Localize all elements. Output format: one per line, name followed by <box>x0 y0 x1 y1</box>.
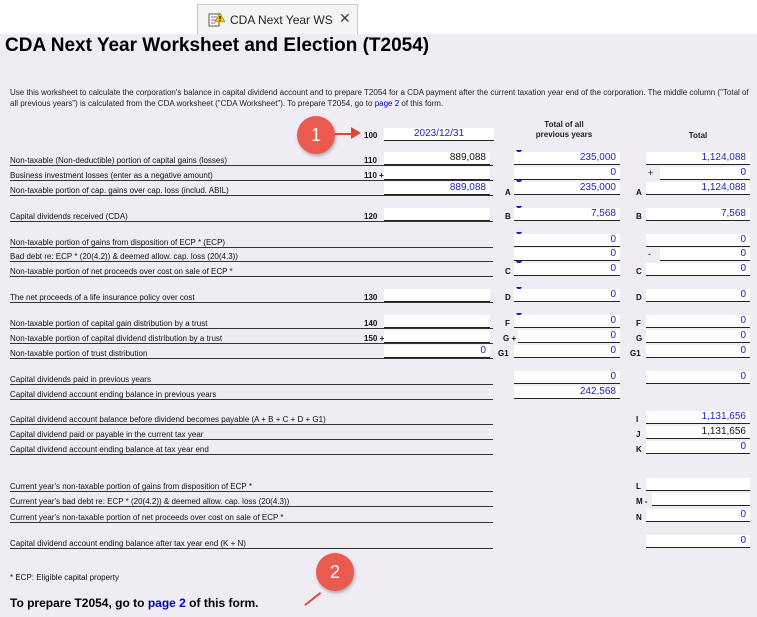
row-ecp-proceeds-prev-field[interactable]: 0 <box>514 263 620 276</box>
row-j-total-field[interactable]: 1,131,656 <box>646 426 750 439</box>
row-f-mid-letter: F <box>505 319 510 328</box>
row-g1-current-field[interactable]: 0 <box>384 345 490 358</box>
row-g-mid-letter: G + <box>503 334 517 343</box>
row-ecp-gains-prev-field[interactable]: 0 <box>514 234 620 247</box>
callout-arrowhead-icon <box>351 127 361 139</box>
row-a-mid-letter: A <box>505 188 511 197</box>
row-140-label: Non-taxable portion of capital gain distribution by a trust <box>10 319 208 328</box>
close-icon[interactable]: ✕ <box>339 10 351 26</box>
row-k-label: Capital dividend account ending balance at tax year end <box>10 445 209 454</box>
row-n-letter: N <box>636 513 642 522</box>
tab-label: CDA Next Year WS <box>230 13 333 27</box>
row-g1-underline <box>10 358 493 359</box>
row-150-code: 150 + <box>364 334 385 343</box>
row-j-label: Capital dividend paid or payable in the current tax year <box>10 430 204 439</box>
form-title: CDA Next Year Worksheet and Election (T2054) <box>5 35 430 56</box>
row-j-underline <box>10 439 493 440</box>
row-abil-current-field[interactable] <box>384 167 490 180</box>
row-110-underline <box>10 165 493 166</box>
row-110-code: 110 <box>364 156 377 165</box>
row-abil-underline <box>10 180 493 181</box>
row-ecp-gains-total-field[interactable]: 0 <box>646 234 750 247</box>
row-c-letter: C <box>636 267 642 276</box>
row-130-prev-field[interactable]: 0 <box>514 289 620 302</box>
row-i-letter: I <box>636 415 639 424</box>
row-110-label: Non-taxable (Non-deductible) portion of capital gains (losses) <box>10 156 227 165</box>
row-130-underline <box>10 302 493 303</box>
row-k-letter: K <box>636 445 642 454</box>
prepare-page2-link[interactable]: page 2 <box>147 596 186 610</box>
row-paid-prev-underline <box>10 384 493 385</box>
row-120-code: 120 <box>364 212 378 221</box>
row-110-total-field[interactable]: 1,124,088 <box>646 152 750 165</box>
row-150-underline <box>10 343 493 344</box>
row-g1-prev-field[interactable]: 0 <box>514 345 620 358</box>
row-m-letter: M - <box>636 497 648 506</box>
row-k-total-field[interactable]: 0 <box>646 441 750 454</box>
row-110-current-field[interactable]: 889,088 <box>384 152 490 165</box>
row-paid-prev-label: Capital dividends paid in previous years <box>10 375 151 384</box>
row-g-letter: G <box>636 334 643 343</box>
row-120-label: Capital dividends received (CDA) <box>10 212 128 221</box>
row-ecp-bad-debt-total-sign: - <box>648 249 651 259</box>
col-header-total: Total <box>688 131 708 140</box>
row-m-total-field[interactable] <box>652 493 750 506</box>
intro-text <box>10 87 750 109</box>
row-140-current-field[interactable] <box>384 315 490 328</box>
prepare-t2054-instruction <box>10 596 259 610</box>
row-130-current-field[interactable] <box>384 289 490 302</box>
prepare-part2: of this form. <box>185 596 259 610</box>
callout-badge-2: 2 <box>316 553 354 591</box>
row-l-total-field[interactable] <box>646 478 750 491</box>
row-a-total-field[interactable]: 1,124,088 <box>646 182 750 195</box>
row-l-label: Current year's non-taxable portion of gains from disposition of ECP * <box>10 482 252 491</box>
row-l-letter: L <box>636 482 641 491</box>
row-130-code: 130 <box>364 293 378 302</box>
row-150-total-field[interactable]: 0 <box>646 330 750 343</box>
row-ecp-proceeds-label: Non-taxable portion of net proceeds over cost on sale of ECP * <box>10 267 233 276</box>
row-d-mid-letter: D <box>505 293 511 302</box>
row-120-current-field[interactable] <box>384 208 490 221</box>
row-end-prev-underline <box>10 399 493 400</box>
row-n-label: Current year's non-taxable portion of net proceeds over cost on sale of ECP * <box>10 513 284 522</box>
row-g1-mid-letter: G1 <box>498 349 509 358</box>
row-c-mid-letter: C <box>505 267 511 276</box>
row-i-total-field[interactable]: 1,131,656 <box>646 411 750 424</box>
intro-page2-link[interactable]: page 2 <box>374 99 400 108</box>
row-after-underline <box>10 548 493 549</box>
row-120-total-field[interactable]: 7,568 <box>646 208 750 221</box>
row-ecp-gains-label: Non-taxable portion of gains from disposition of ECP * (ECP) <box>10 238 226 247</box>
row-ecp-bad-debt-prev-field[interactable]: 0 <box>514 248 620 261</box>
row-a-underline <box>10 195 493 196</box>
row-abil-total-sign: + <box>648 168 654 178</box>
row-after-total-field[interactable]: 0 <box>646 535 750 548</box>
row-g1-total-field[interactable]: 0 <box>646 345 750 358</box>
row-n-total-field[interactable]: 0 <box>646 509 750 522</box>
row-140-prev-field[interactable]: 0 <box>514 315 620 328</box>
row-150-prev-field[interactable]: 0 <box>518 330 620 343</box>
row-130-label: The net proceeds of a life insurance policy over cost <box>10 293 195 302</box>
row-120-letter: B <box>636 212 642 221</box>
row-abil-label: Business investment losses (enter as a negative amount) <box>10 171 213 180</box>
row-ecp-bad-debt-total-field[interactable]: 0 <box>660 248 750 261</box>
row-end-prev-field[interactable]: 242,568 <box>514 386 620 399</box>
row-150-label: Non-taxable portion of capital dividend distribution by a trust <box>10 334 223 343</box>
row-ecp-gains-underline <box>10 247 493 248</box>
row-150-current-field[interactable] <box>384 330 490 343</box>
form-area <box>0 34 757 617</box>
row-110-prev-field[interactable]: 235,000 <box>514 152 620 165</box>
intro-part2: of this form. <box>399 99 444 108</box>
row-j-letter: J <box>636 430 641 439</box>
row-ecp-bad-debt-label: Bad debt re: ECP * (20(4.2)) & deemed allow. cap. loss (20(4.3)) <box>10 252 238 261</box>
row-i-underline <box>10 424 493 425</box>
row-ecp-proceeds-total-field[interactable]: 0 <box>646 263 750 276</box>
row-k-underline <box>10 454 493 455</box>
tax-year-end-date-field[interactable]: 2023/12/31 <box>384 128 494 141</box>
line-100-code: 100 <box>364 131 378 140</box>
row-g1-label: Non-taxable portion of trust distribution <box>10 349 148 358</box>
row-140-total-field[interactable]: 0 <box>646 315 750 328</box>
row-120-underline <box>10 221 493 222</box>
row-a-prev-field[interactable]: 235,000 <box>514 182 620 195</box>
row-ecp-bad-debt-underline <box>10 261 493 262</box>
row-f-letter: F <box>636 319 641 328</box>
row-g1-letter: G1 <box>630 349 641 358</box>
row-140-code: 140 <box>364 319 378 328</box>
row-paid-total-field[interactable]: 0 <box>646 371 750 384</box>
col-header-previous-years: Total of all previous years <box>535 120 593 139</box>
row-m-underline <box>10 506 493 507</box>
row-a-current-field[interactable]: 889,088 <box>384 182 490 195</box>
tab-bar <box>0 0 757 34</box>
row-120-prev-field[interactable]: 7,568 <box>514 208 620 221</box>
row-m-label: Current year's bad debt re: ECP * (20(4.2)) & deemed allow. cap. loss (20(4.3)) <box>10 497 290 506</box>
row-120-mid-letter: B <box>505 212 511 221</box>
row-l-underline <box>10 491 493 492</box>
row-ecp-proceeds-underline <box>10 276 493 277</box>
row-a-label: Non-taxable portion of cap. gains over cap. loss (includ. ABIL) <box>10 186 229 195</box>
row-abil-prev-field[interactable]: 0 <box>514 167 620 180</box>
row-paid-prev-field[interactable]: 0 <box>514 371 620 384</box>
ecp-footnote: * ECP: Eligible capital property <box>10 573 119 582</box>
row-end-prev-label: Capital dividend account ending balance in previous years <box>10 390 217 399</box>
row-abil-total-field[interactable]: 0 <box>660 167 750 180</box>
row-a-letter: A <box>636 188 642 197</box>
row-d-letter: D <box>636 293 642 302</box>
row-after-label: Capital dividend account ending balance after tax year end (K + N) <box>10 539 246 548</box>
row-130-total-field[interactable]: 0 <box>646 289 750 302</box>
prepare-part1: To prepare T2054, go to <box>10 596 148 610</box>
row-n-underline <box>10 522 493 523</box>
intro-part1: Use this worksheet to calculate the corporation's balance in capital dividend account and to prepare T2054 for a CDA payment after the current taxation year end of the corporation. The middle column ("Total of all previous years") is calculated from the CDA worksheet ("CDA Worksheet"). To prepare T2054, go to <box>10 88 749 108</box>
form-warning-icon <box>208 12 225 27</box>
row-abil-code: 110 + <box>364 171 384 180</box>
callout-badge-1: 1 <box>297 116 335 154</box>
tab-cda-next-year-ws[interactable] <box>197 4 358 34</box>
row-140-underline <box>10 328 493 329</box>
row-i-label: Capital dividend account balance before dividend becomes payable (A + B + C + D + G1) <box>10 415 326 424</box>
